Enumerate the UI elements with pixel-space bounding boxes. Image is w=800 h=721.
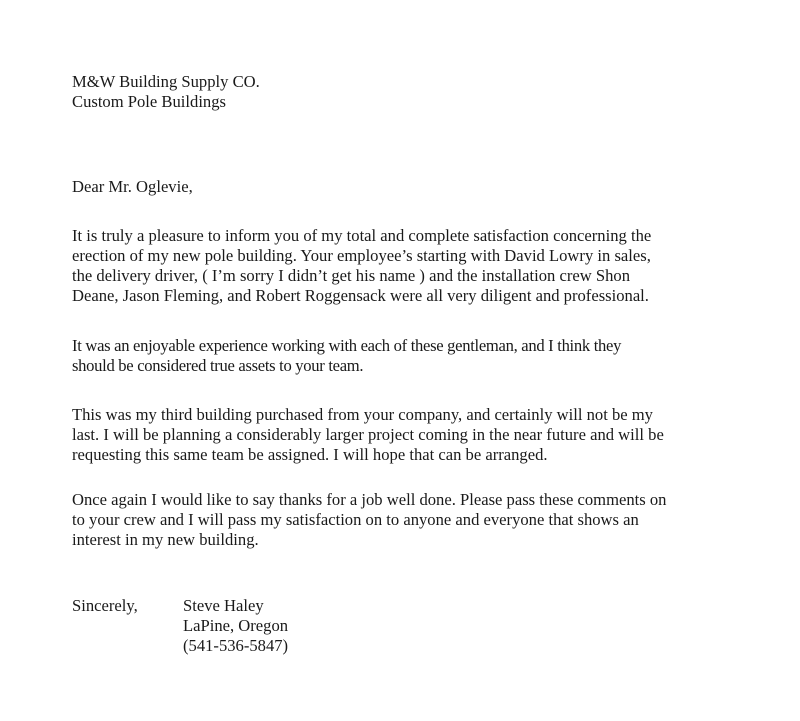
company-tagline: Custom Pole Buildings xyxy=(72,92,226,111)
paragraph-line: should be considered true assets to your team. xyxy=(72,356,364,375)
paragraph-2 xyxy=(72,336,772,376)
paragraph-3 xyxy=(72,405,772,465)
paragraph-4 xyxy=(72,490,772,550)
paragraph-line: It is truly a pleasure to inform you of my total and complete satisfaction concerning the xyxy=(72,226,652,245)
signer-location: LaPine, Oregon xyxy=(183,616,289,635)
paragraph-line: Deane, Jason Fleming, and Robert Roggensack were all very diligent and professional. xyxy=(72,286,649,305)
company-name: M&W Building Supply CO. xyxy=(72,72,260,91)
closing xyxy=(72,596,138,616)
signer-name: Steve Haley xyxy=(183,596,264,615)
paragraph-line: the delivery driver, ( I’m sorry I didn’t get his name ) and the installation crew Shon xyxy=(72,266,630,285)
salutation xyxy=(72,177,772,197)
letterhead xyxy=(72,72,772,112)
paragraph-line: to your crew and I will pass my satisfaction on to anyone and everyone that shows an xyxy=(72,510,639,529)
closing-text: Sincerely, xyxy=(72,596,138,615)
paragraph-line: erection of my new pole building. Your employee’s starting with David Lowry in sales, xyxy=(72,246,651,265)
signature-block xyxy=(183,596,288,656)
paragraph-line: It was an enjoyable experience working with each of these gentleman, and I think they xyxy=(72,336,622,355)
paragraph-line: This was my third building purchased from your company, and certainly will not be my xyxy=(72,405,653,424)
paragraph-line: Once again I would like to say thanks for a job well done. Please pass these comments on xyxy=(72,490,667,509)
paragraph-1 xyxy=(72,226,772,306)
paragraph-line: requesting this same team be assigned. I will hope that can be arranged. xyxy=(72,445,548,464)
paragraph-line: last. I will be planning a considerably larger project coming in the near future and will be xyxy=(72,425,664,444)
salutation-text: Dear Mr. Oglevie, xyxy=(72,177,193,196)
signer-phone: (541-536-5847) xyxy=(183,636,289,655)
paragraph-line: interest in my new building. xyxy=(72,530,259,549)
